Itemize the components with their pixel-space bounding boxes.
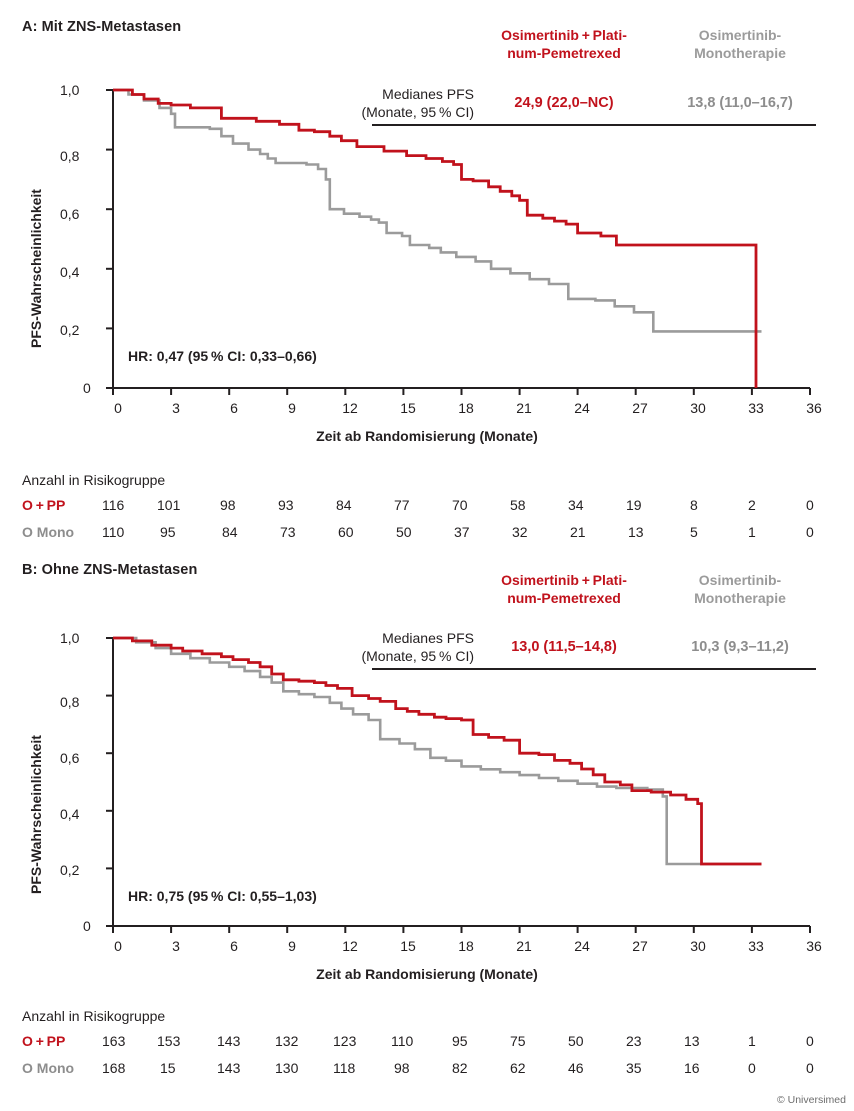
panel-b-xtick-11: 33 [748, 938, 764, 954]
panel-b-risk-0-8: 50 [568, 1033, 584, 1049]
panel-a-risk-0-8: 34 [568, 497, 584, 513]
panel-b-risk-1-2: 143 [217, 1060, 241, 1076]
panel-a-risk-0-6: 70 [452, 497, 468, 513]
panel-b-xtick-9: 27 [632, 938, 648, 954]
panel-b-median-label-line2: (Monate, 95 % CI) [361, 647, 474, 664]
panel-a-ylabel: PFS-Wahrscheinlichkeit [28, 189, 44, 348]
panel-b-risk-0-6: 95 [452, 1033, 468, 1049]
panel-b-median-arm1: 13,0 (11,5–14,8) [511, 639, 617, 655]
panel-a-median-label-line1: Medianes PFS [382, 86, 474, 102]
panel-a-xtick-2: 6 [230, 400, 238, 416]
panel-b-median-arm2: 10,3 (9,3–11,2) [691, 639, 789, 655]
panel-b-xtick-2: 6 [230, 938, 238, 954]
panel-a-risk-1-10: 5 [690, 524, 698, 540]
panel-a-risk-row-label-0: O + PP [22, 497, 66, 513]
panel-a-risk-1-4: 60 [338, 524, 354, 540]
panel-a-xtick-5: 15 [400, 400, 416, 416]
panel-a-title: A: Mit ZNS-Metastasen [22, 19, 182, 35]
panel-a-risk-1-1: 95 [160, 524, 176, 540]
panel-a-risk-1-11: 1 [748, 524, 756, 540]
panel-b-ytick-0: 0 [83, 918, 91, 934]
panel-a-hr: HR: 0,47 (95 % CI: 0,33–0,66) [128, 348, 317, 364]
panel-a-xtick-12: 36 [806, 400, 822, 416]
panel-a-risk-1-12: 0 [806, 524, 814, 540]
panel-b-xtick-8: 24 [574, 938, 590, 954]
panel-a-risk-1-2: 84 [222, 524, 238, 540]
panel-a-risk-0-0: 116 [102, 497, 125, 513]
panel-b-xtick-6: 18 [458, 938, 474, 954]
panel-b-xtick-4: 12 [342, 938, 358, 954]
panel-a-risk-0-3: 93 [278, 497, 294, 513]
panel-b-risk-1-10: 16 [684, 1060, 700, 1076]
panel-a-xtick-7: 21 [516, 400, 532, 416]
panel-b-risk-1-0: 168 [102, 1060, 126, 1076]
panel-a-legend-arm1-line1: Osimertinib + Plati- [501, 27, 627, 43]
panel-b-risk-1-1: 15 [160, 1060, 176, 1076]
panel-a-risk-1-0: 110 [102, 524, 125, 540]
panel-b [0, 556, 854, 1111]
panel-b-risk-0-11: 1 [748, 1033, 756, 1049]
panel-b-risk-1-7: 62 [510, 1060, 526, 1076]
panel-b-ylabel: PFS-Wahrscheinlichkeit [28, 735, 44, 894]
panel-a-risk-title: Anzahl in Risikogruppe [22, 472, 166, 488]
panel-b-risk-1-4: 118 [333, 1060, 356, 1076]
panel-b-legend-arm1-line1: Osimertinib + Plati- [501, 572, 627, 588]
panel-b-xtick-0: 0 [114, 938, 122, 954]
panel-b-risk-0-0: 163 [102, 1033, 126, 1049]
panel-a-xtick-9: 27 [632, 400, 648, 416]
panel-b-risk-row-label-0: O + PP [22, 1033, 66, 1049]
panel-b-hr: HR: 0,75 (95 % CI: 0,55–1,03) [128, 888, 317, 904]
copyright-notice: © Universimed [776, 1094, 846, 1106]
panel-b-risk-0-7: 75 [510, 1033, 526, 1049]
panel-b-xtick-1: 3 [172, 938, 180, 954]
panel-b-risk-0-1: 153 [157, 1033, 181, 1049]
panel-b-ytick-4: 0,8 [60, 694, 80, 710]
panel-b-risk-1-12: 0 [806, 1060, 814, 1076]
panel-b-risk-0-3: 132 [275, 1033, 299, 1049]
panel-a-risk-0-1: 101 [157, 497, 181, 513]
panel-b-risk-0-10: 13 [684, 1033, 700, 1049]
panel-b-risk-0-4: 123 [333, 1033, 357, 1049]
panel-a-risk-0-12: 0 [806, 497, 814, 513]
panel-b-risk-0-12: 0 [806, 1033, 814, 1049]
panel-b-title: B: Ohne ZNS-Metastasen [22, 562, 198, 578]
panel-b-risk-1-5: 98 [394, 1060, 410, 1076]
panel-a-risk-1-6: 37 [454, 524, 470, 540]
panel-b-risk-0-9: 23 [626, 1033, 642, 1049]
panel-a-xtick-10: 30 [690, 400, 706, 416]
panel-b-ytick-1: 0,2 [60, 862, 80, 878]
panel-a-ytick-2: 0,4 [60, 264, 80, 280]
panel-b-risk-row-label-1: O Mono [22, 1060, 75, 1076]
panel-b-risk-1-6: 82 [452, 1060, 468, 1076]
panel-a-risk-0-2: 98 [220, 497, 236, 513]
panel-a-xlabel: Zeit ab Randomisierung (Monate) [316, 428, 538, 444]
panel-a-risk-1-9: 13 [628, 524, 644, 540]
panel-a-xtick-8: 24 [574, 400, 590, 416]
panel-b-risk-0-5: 110 [391, 1033, 414, 1049]
panel-a-risk-0-10: 8 [690, 497, 698, 513]
panel-a-ytick-4: 0,8 [60, 148, 80, 164]
panel-b-legend-arm1 [488, 572, 640, 608]
panel-b-xtick-3: 9 [288, 938, 296, 954]
panel-a-legend-arm1-line2: num-Pemetrexed [507, 44, 621, 61]
panel-a-xtick-6: 18 [458, 400, 474, 416]
panel-a-risk-0-7: 58 [510, 497, 526, 513]
panel-a-legend-arm2-line2: Monotherapie [694, 44, 786, 61]
panel-a-risk-1-3: 73 [280, 524, 296, 540]
panel-a-legend-arm2 [664, 27, 816, 63]
panel-b-xtick-5: 15 [400, 938, 416, 954]
panel-a-ytick-1: 0,2 [60, 322, 80, 338]
panel-b-median-label-line1: Medianes PFS [382, 630, 474, 646]
panel-a-median-arm1: 24,9 (22,0–NC) [514, 95, 614, 111]
panel-b-risk-1-11: 0 [748, 1060, 756, 1076]
panel-a-xtick-4: 12 [342, 400, 358, 416]
panel-b-xtick-12: 36 [806, 938, 822, 954]
panel-a-xtick-0: 0 [114, 400, 122, 416]
panel-b-ytick-3: 0,6 [60, 750, 80, 766]
panel-b-xlabel: Zeit ab Randomisierung (Monate) [316, 966, 538, 982]
panel-b-ytick-5: 1,0 [60, 630, 80, 646]
panel-a-risk-row-label-1: O Mono [22, 524, 75, 540]
panel-a-legend-arm1 [488, 27, 640, 63]
panel-a-ytick-5: 1,0 [60, 82, 80, 98]
panel-a-median-arm2: 13,8 (11,0–16,7) [687, 95, 793, 111]
panel-b-xtick-7: 21 [516, 938, 532, 954]
panel-b-risk-1-8: 46 [568, 1060, 584, 1076]
panel-b-legend-arm1-line2: num-Pemetrexed [507, 589, 621, 606]
panel-a-ytick-0: 0 [83, 380, 91, 396]
panel-b-legend-arm2-line1: Osimertinib- [698, 572, 782, 588]
panel-b-xtick-10: 30 [690, 938, 706, 954]
panel-b-risk-0-2: 143 [217, 1033, 241, 1049]
panel-b-risk-1-3: 130 [275, 1060, 299, 1076]
panel-a-risk-1-8: 21 [570, 524, 586, 540]
panel-a-xtick-3: 9 [288, 400, 296, 416]
panel-b-legend-arm2 [664, 572, 816, 608]
panel-a-risk-0-11: 2 [748, 497, 756, 513]
panel-b-risk-1-9: 35 [626, 1060, 642, 1076]
panel-a-xtick-11: 33 [748, 400, 764, 416]
panel-a-risk-0-9: 19 [626, 497, 642, 513]
panel-b-ytick-2: 0,4 [60, 806, 80, 822]
panel-a-risk-1-7: 32 [512, 524, 528, 540]
panel-a-risk-0-5: 77 [394, 497, 410, 513]
panel-a-median-label-line2: (Monate, 95 % CI) [361, 103, 474, 120]
panel-a-legend-arm2-line1: Osimertinib- [698, 27, 782, 43]
panel-a-xtick-1: 3 [172, 400, 180, 416]
panel-a-risk-1-5: 50 [396, 524, 412, 540]
panel-b-legend-arm2-line2: Monotherapie [694, 589, 786, 606]
panel-b-risk-title: Anzahl in Risikogruppe [22, 1008, 166, 1024]
panel-a-ytick-3: 0,6 [60, 206, 80, 222]
panel-a-risk-0-4: 84 [336, 497, 352, 513]
